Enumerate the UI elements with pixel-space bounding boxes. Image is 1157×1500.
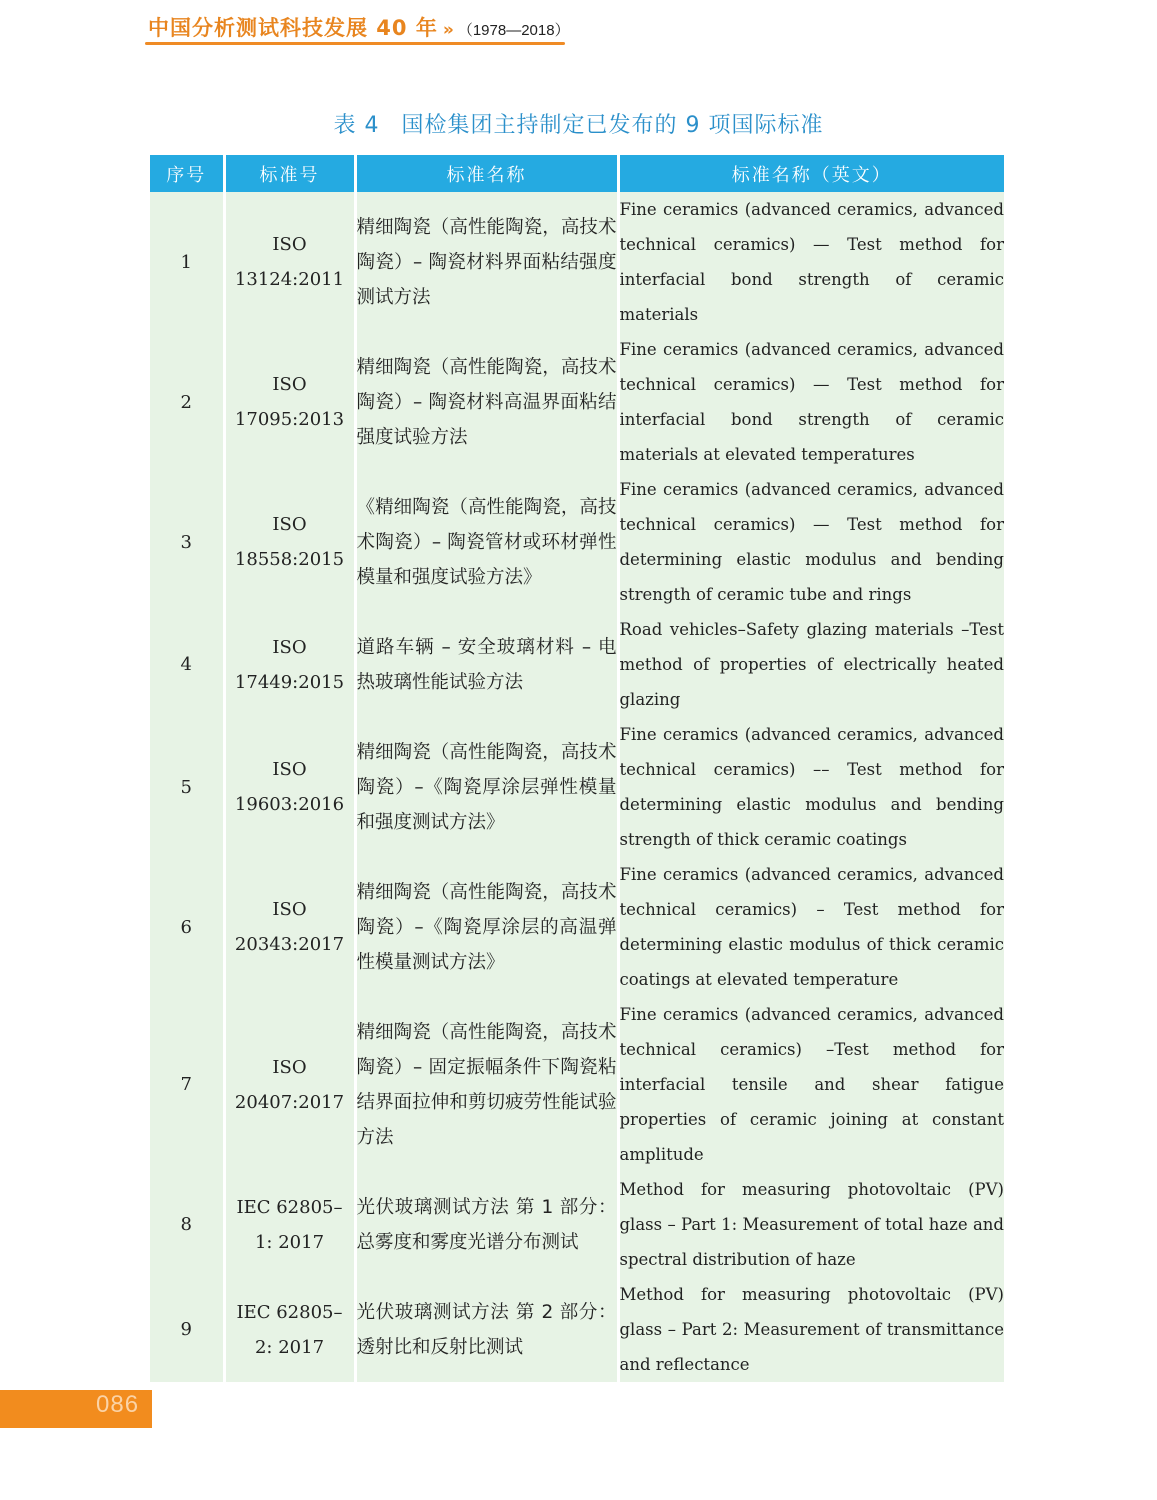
row-index: 7: [150, 997, 224, 1172]
standard-name-en: Fine ceramics (advanced ceramics, advanced technical ceramics) — Test method for interfacial bond strength of ceramic materials at elevated temperatures: [618, 332, 1004, 472]
code-line-2: 19603:2016: [234, 794, 345, 815]
code-line-1: IEC 62805–: [236, 1196, 343, 1218]
standard-code: [224, 472, 355, 612]
standard-name-en: Method for measuring photovoltaic (PV) glass – Part 1: Measurement of total haze and spectral distribution of haze: [618, 1172, 1004, 1277]
table-row: [150, 1277, 1004, 1382]
table-row: [150, 332, 1004, 472]
standard-name-cn: 道路车辆 – 安全玻璃材料 – 电热玻璃性能试验方法: [355, 612, 618, 717]
standard-code: [224, 1172, 355, 1277]
column-header-index: 序号: [150, 155, 224, 192]
table-number: 表 4: [333, 113, 380, 138]
standard-name-cn: 《精细陶瓷（高性能陶瓷，高技术陶瓷）– 陶瓷管材或环材弹性模量和强度试验方法》: [355, 472, 618, 612]
code-line-1: ISO: [272, 234, 307, 255]
standard-code: [224, 997, 355, 1172]
table-row: [150, 192, 1004, 332]
row-index: 8: [150, 1172, 224, 1277]
code-line-2: 18558:2015: [234, 549, 345, 570]
code-line-1: ISO: [272, 1056, 307, 1078]
standard-name-en: Method for measuring photovoltaic (PV) glass – Part 2: Measurement of transmittance and reflectance: [618, 1277, 1004, 1382]
row-index: 1: [150, 192, 224, 332]
standard-name-en: Fine ceramics (advanced ceramics, advanced technical ceramics) — Test method for interfacial bond strength of ceramic materials: [618, 192, 1004, 332]
standards-table: [150, 155, 1004, 1382]
standard-code: [224, 857, 355, 997]
code-line-1: IEC 62805–: [236, 1301, 343, 1323]
table-caption: [0, 108, 1157, 139]
code-line-2: 1: 2017: [254, 1231, 325, 1253]
table-row: [150, 472, 1004, 612]
code-line-1: ISO: [272, 759, 307, 780]
table-row: [150, 717, 1004, 857]
code-line-1: ISO: [272, 636, 307, 658]
double-chevron-icon: »: [442, 20, 454, 40]
row-index: 6: [150, 857, 224, 997]
code-line-2: 17449:2015: [234, 671, 345, 693]
standard-name-en: Fine ceramics (advanced ceramics, advanced technical ceramics) – Test method for determining elastic modulus of thick ceramic coatings at elevated temperature: [618, 857, 1004, 997]
code-line-2: 2: 2017: [254, 1336, 325, 1358]
standard-code: [224, 192, 355, 332]
standard-name-en: Fine ceramics (advanced ceramics, advanced technical ceramics) –Test method for interfacial tensile and shear fatigue properties of ceramic joining at constant amplitude: [618, 997, 1004, 1172]
running-header: [148, 12, 570, 46]
standard-name-en: Fine ceramics (advanced ceramics, advanced technical ceramics) — Test method for determining elastic modulus and bending strength of ceramic tube and rings: [618, 472, 1004, 612]
standard-code: [224, 332, 355, 472]
standard-name-cn: 精细陶瓷（高性能陶瓷，高技术陶瓷）–《陶瓷厚涂层弹性模量和强度测试方法》: [355, 717, 618, 857]
header-rule: [145, 42, 565, 45]
row-index: 5: [150, 717, 224, 857]
standard-name-cn: 精细陶瓷（高性能陶瓷，高技术陶瓷）–《陶瓷厚涂层的高温弹性模量测试方法》: [355, 857, 618, 997]
page-number: 086: [96, 1391, 140, 1418]
standard-name-cn: 精细陶瓷（高性能陶瓷，高技术陶瓷）– 陶瓷材料界面粘结强度测试方法: [355, 192, 618, 332]
row-index: 3: [150, 472, 224, 612]
row-index: 9: [150, 1277, 224, 1382]
column-header-code: 标准号: [224, 155, 355, 192]
code-line-2: 13124:2011: [234, 269, 345, 290]
standard-name-en: Fine ceramics (advanced ceramics, advanced technical ceramics) –– Test method for determining elastic modulus and bending strength of thick ceramic coatings: [618, 717, 1004, 857]
standard-name-cn: 光伏玻璃测试方法 第 2 部分：透射比和反射比测试: [355, 1277, 618, 1382]
standard-name-en: Road vehicles–Safety glazing materials –Test method of properties of electrically heated glazing: [618, 612, 1004, 717]
standard-code: [224, 612, 355, 717]
column-header-name-cn: 标准名称: [355, 155, 618, 192]
book-years: （1978—2018）: [457, 22, 570, 39]
book-title: 中国分析测试科技发展 40 年: [148, 16, 438, 40]
standard-name-cn: 精细陶瓷（高性能陶瓷，高技术陶瓷）– 固定振幅条件下陶瓷粘结界面拉伸和剪切疲劳性能试验方法: [355, 997, 618, 1172]
table-row: [150, 997, 1004, 1172]
code-line-2: 20343:2017: [234, 934, 345, 955]
standard-code: [224, 717, 355, 857]
table-title-text: 国检集团主持制定已发布的 9 项国际标准: [401, 113, 824, 138]
code-line-1: ISO: [272, 514, 307, 535]
code-line-2: 17095:2013: [234, 409, 345, 430]
table-row: [150, 1172, 1004, 1277]
code-line-1: ISO: [272, 374, 307, 395]
standard-code: [224, 1277, 355, 1382]
table-row: [150, 612, 1004, 717]
table-header-row: [150, 155, 1004, 192]
code-line-1: ISO: [272, 899, 307, 920]
row-index: 2: [150, 332, 224, 472]
standard-name-cn: 光伏玻璃测试方法 第 1 部分：总雾度和雾度光谱分布测试: [355, 1172, 618, 1277]
column-header-name-en: 标准名称（英文）: [618, 155, 1004, 192]
code-line-2: 20407:2017: [234, 1091, 345, 1113]
table-row: [150, 857, 1004, 997]
row-index: 4: [150, 612, 224, 717]
standard-name-cn: 精细陶瓷（高性能陶瓷，高技术陶瓷）– 陶瓷材料高温界面粘结强度试验方法: [355, 332, 618, 472]
